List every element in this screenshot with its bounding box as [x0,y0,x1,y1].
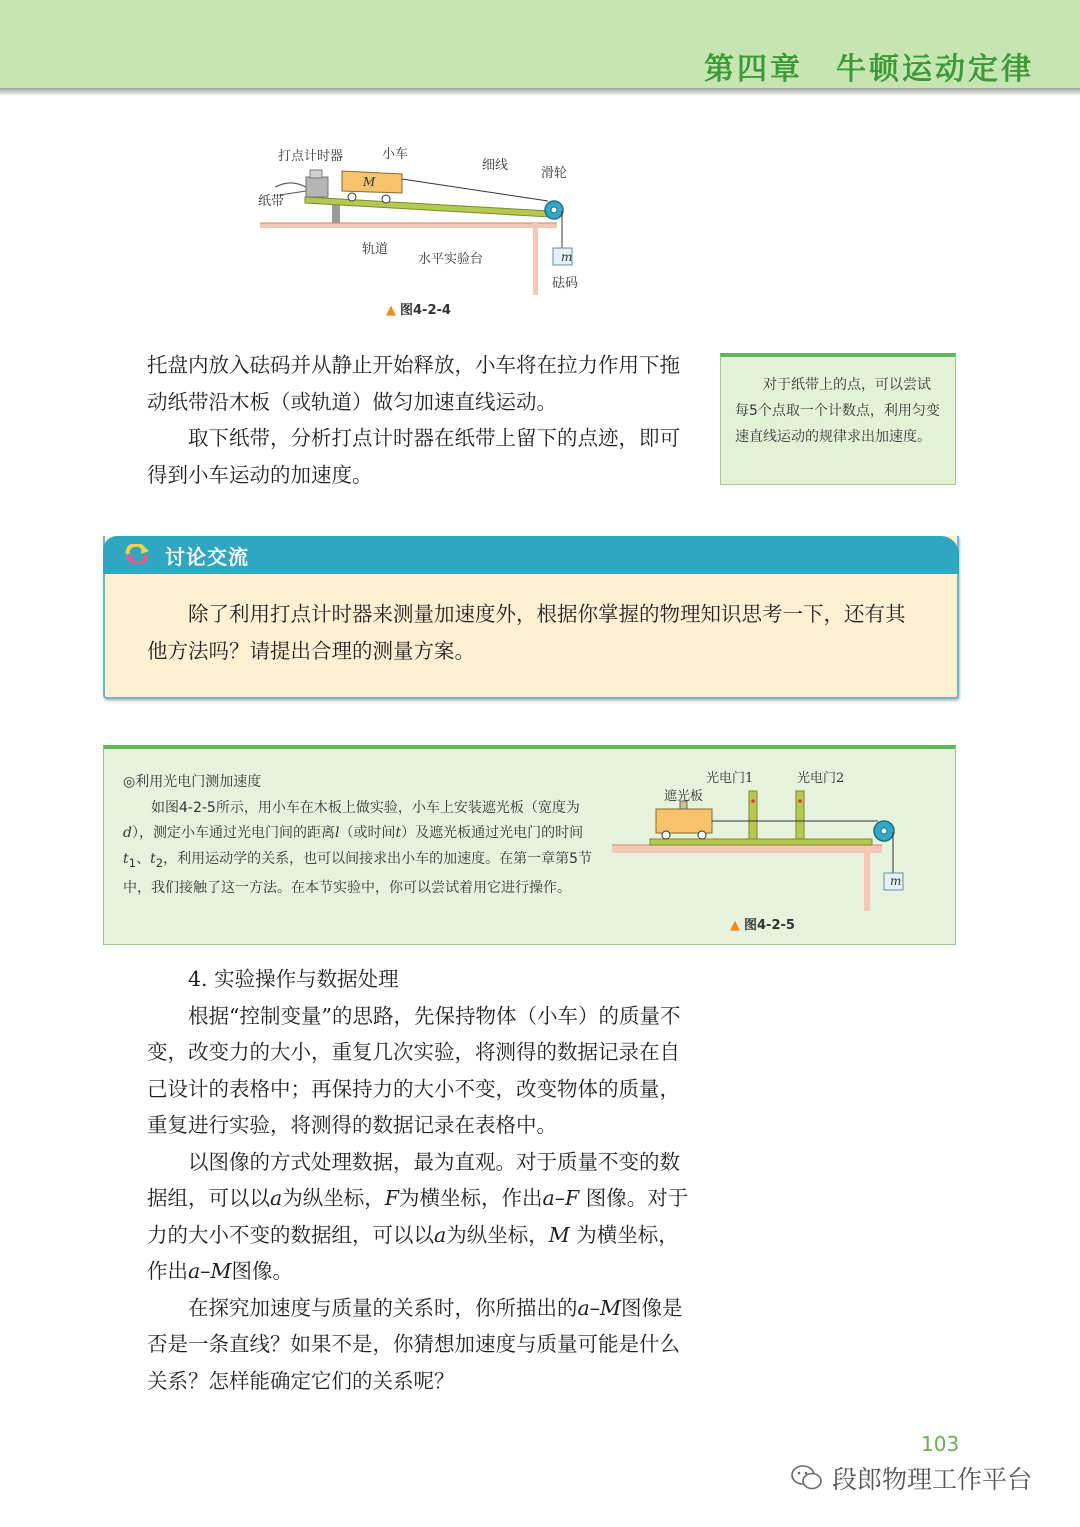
label-track: 轨道 [362,242,389,257]
page-number: 103 [921,1432,960,1456]
paragraph: 取下纸带，分析打点计时器在纸带上留下的点迹，即可得到小车运动的加速度。 [147,426,680,487]
label-cart: 小车 [382,147,409,162]
paragraph: 以图像的方式处理数据，最为直观。对于质量不变的数据组，可以以a为纵坐标，F为横坐标，作出a–F 图像。对于力的大小不变的数据组，可以以a为纵坐标，M 为横坐标，作出a–M图像。 [147,1149,689,1283]
label-timer: 打点计时器 [278,149,344,164]
paragraph: 根据“控制变量”的思路，先保持物体（小车）的质量不变，改变力的大小，重复几次实验，将测得的数据记录在自己设计的表格中；再保持力的大小不变，改变物体的质量，重复进行实验，将测得的数据记录在表格中。 [147,1003,681,1137]
triangle-marker-icon: ▲ [386,303,396,318]
figure-caption-text: 图4-2-4 [400,303,451,318]
discussion-title: 讨论交流 [165,545,249,569]
label-gate-2: 光电门2 [797,771,845,786]
paragraph: 在探究加速度与质量的关系时，你所描出的a–M图像是否是一条直线？如果不是，你猜想加速度与质量可能是什么关系？怎样能确定它们的关系呢？ [147,1295,683,1393]
section-heading: 4. 实验操作与数据处理 [188,967,399,991]
info-text [123,770,598,901]
side-note-text: 对于纸带上的点，可以尝试每5个点取一个计数点，利用匀变速直线运动的规律求出加速度。 [735,377,940,445]
discussion-body [147,596,923,669]
wechat-icon [790,1463,824,1493]
watermark-text: 段郎物理工作平台 [832,1465,1033,1494]
triangle-marker-icon: ▲ [730,918,740,933]
label-tape: 纸带 [258,194,285,209]
header-shadow [0,88,1080,96]
discussion-icon [124,544,150,568]
discussion-text: 除了利用打点计时器来测量加速度外，根据你掌握的物理知识思考一下，还有其他方法吗？请提出合理的测量方案。 [147,602,906,663]
label-shade-plate: 遮光板 [664,789,704,804]
paragraph: 托盘内放入砝码并从静止开始释放，小车将在拉力作用下拖动纸带沿木板（或轨道）做匀加速直线运动。 [147,353,680,414]
cart-mass-label: M [363,175,376,189]
label-weight: 砝码 [552,276,579,291]
label-thread: 细线 [482,158,509,173]
intro-text [147,347,695,493]
watermark [790,1460,1032,1496]
label-table: 水平实验台 [418,252,484,267]
weight-mass-label: m [561,250,573,264]
figure-caption-text: 图4-2-5 [744,918,795,933]
info-title: ◎利用光电门测加速度 [123,774,262,790]
label-pulley: 滑轮 [541,166,568,181]
figure-caption [730,914,795,933]
info-paragraph: 如图4-2-5所示，用小车在木板上做实验，小车上安装遮光板（宽度为d），测定小车通过光电门间的距离l（或时间t）及遮光板通过光电门的时间$t_1$、$t_2$，利用运动学的关系，也可以间接求出小车的加速度。在第一章第5节中，我们接触了这一方法。在本节实验中，你可以尝试着用它进行操作。 [123,799,593,896]
weight-mass-label: m [890,874,902,888]
photogate-apparatus-diagram [612,765,912,915]
side-note [720,353,956,485]
figure-4-2-5 [612,765,912,915]
chapter-title: 第四章 牛顿运动定律 [704,52,1034,87]
label-gate-1: 光电门1 [706,771,754,786]
figure-caption [386,299,451,318]
section-4 [147,961,695,1399]
